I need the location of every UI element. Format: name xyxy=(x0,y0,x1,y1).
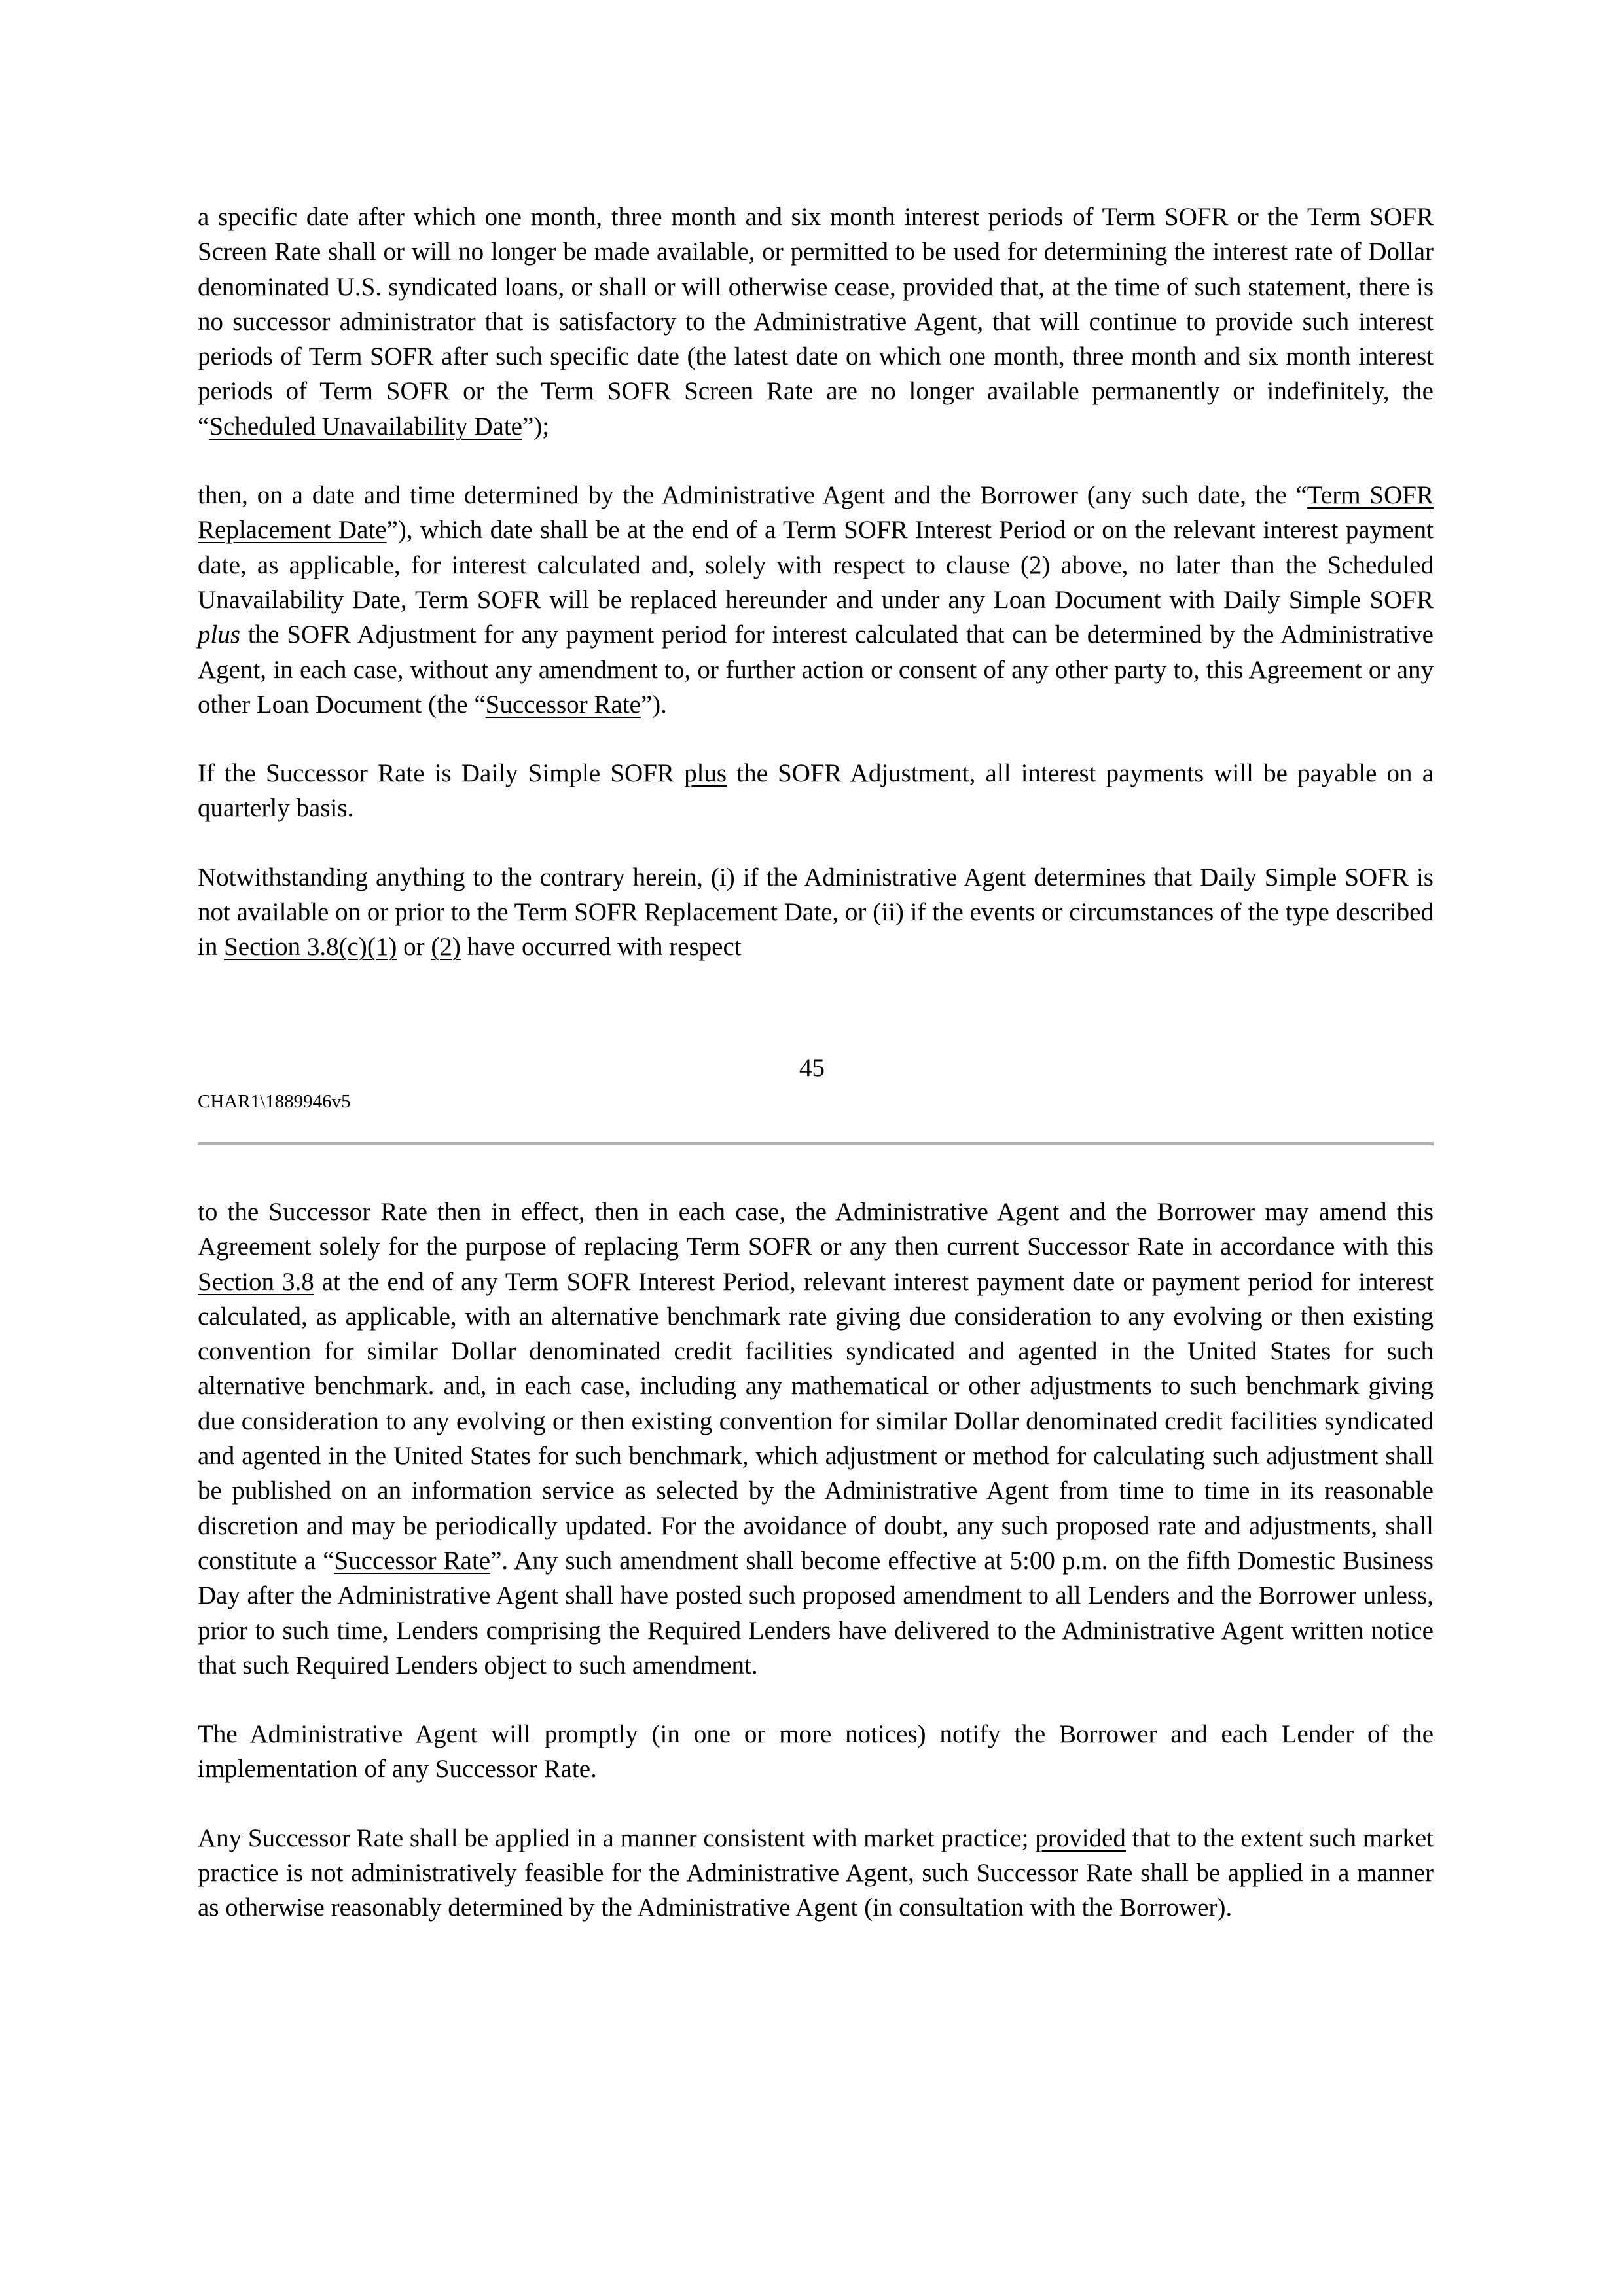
paragraph-quarterly-payments: If the Successor Rate is Daily Simple SOFR plus the SOFR Adjustment, all interest payments will be payable on a quarterly basis. xyxy=(198,759,1434,823)
paragraph-amendment: to the Successor Rate then in effect, then in each case, the Administrative Agent and the Borrower may amend this Agreement solely for the purpose of replacing Term SOFR or any then current Successor Rate in accordance with this Section 3.8 at the end of any Term SOFR Interest Period, relevant interest payment date or payment period for interest calculated, as applicable, with an alternative benchmark rate giving due consideration to any evolving or then existing convention for similar Dollar denominated credit facilities syndicated and agented in the United States for such alternative benchmark. and, in each case, including any mathematical or other adjustments to such benchmark giving due consideration to any evolving or then existing convention for similar Dollar denominated credit facilities syndicated and agented in the United States for such benchmark, which adjustment or method for calculating such adjustment shall be published on an information service as selected by the Administrative Agent from time to time in its reasonable discretion and may be periodically updated. For the avoidance of doubt, any such proposed rate and adjustments, shall constitute a “Successor Rate”. Any such amendment shall become effective at 5:00 p.m. on the fifth Domestic Business Day after the Administrative Agent shall have posted such proposed amendment to all Lenders and the Borrower unless, prior to such time, Lenders comprising the Required Lenders have delivered to the Administrative Agent written notice that such Required Lenders object to such amendment. xyxy=(198,1198,1434,1679)
paragraph-market-practice: Any Successor Rate shall be applied in a manner consistent with market practice; provided that to the extent such market practice is not administratively feasible for the Administrative Agent, such Successor Rate shall be applied in a manner as otherwise reasonably determined by the Administrative Agent (in consultation with the Borrower). xyxy=(198,1823,1434,1922)
defined-term-scheduled-unavailability-date: Scheduled Unavailability Date xyxy=(209,412,522,440)
italic-plus: plus xyxy=(198,620,241,649)
paragraph-scheduled-unavailability: a specific date after which one month, three month and six month interest periods of Term SOFR or the Term SOFR Screen Rate shall or will no longer be made available, or permitted to be used for determining the interest rate of Dollar denominated U.S. syndicated loans, or shall or will otherwise cease, provided that, at the time of such statement, there is no successor administrator that is satisfactory to the Administrative Agent, that will continue to provide such interest periods of Term SOFR after such specific date (the latest date on which one month, three month and six month interest periods of Term SOFR or the Term SOFR Screen Rate are no longer available permanently or indefinitely, the “Scheduled Unavailability Date”); xyxy=(198,203,1434,440)
page-number: 45 xyxy=(799,1054,825,1082)
paragraph-term-sofr-replacement: then, on a date and time determined by the Administrative Agent and the Borrower (any such date, the “Term SOFR Replacement Date”), which date shall be at the end of a Term SOFR Interest Period or on the relevant interest payment date, as applicable, for interest calculated and, solely with respect to clause (2) above, no later than the Scheduled Unavailability Date, Term SOFR will be replaced hereunder and under any Loan Document with Daily Simple SOFR plus the SOFR Adjustment for any payment period for interest calculated that can be determined by the Administrative Agent, in each case, without any amendment to, or further action or consent of any other party to, this Agreement or any other Loan Document (the “Successor Rate”). xyxy=(198,481,1434,719)
defined-term-term-sofr-replacement-date: Term SOFR Replacement Date xyxy=(198,481,1434,545)
section-reference-3-8: Section 3.8 xyxy=(198,1267,314,1296)
defined-term-successor-rate-2: Successor Rate xyxy=(334,1546,491,1575)
section-reference-2: (2) xyxy=(431,933,461,961)
paragraph-notwithstanding: Notwithstanding anything to the contrary herein, (i) if the Administrative Agent determines that Daily Simple SOFR is not available on or prior to the Term SOFR Replacement Date, or (ii) if the events or circumstances of the type described in Section 3.8(c)(1) or (2) have occurred with respect xyxy=(198,863,1434,961)
paragraph-notification: The Administrative Agent will promptly (in one or more notices) notify the Borrower and each Lender of the implementation of any Successor Rate. xyxy=(198,1720,1434,1784)
defined-term-successor-rate: Successor Rate xyxy=(485,690,641,719)
underlined-provided: provided xyxy=(1035,1823,1126,1852)
page-46-body xyxy=(198,1194,1434,1926)
page-divider xyxy=(198,1142,1434,1145)
section-reference-3-8-c-1: Section 3.8(c)(1) xyxy=(224,933,397,961)
underlined-plus: plus xyxy=(684,759,727,788)
document-id-footer: CHAR1\1889946v5 xyxy=(198,1091,351,1112)
page-45-body xyxy=(198,200,1434,965)
